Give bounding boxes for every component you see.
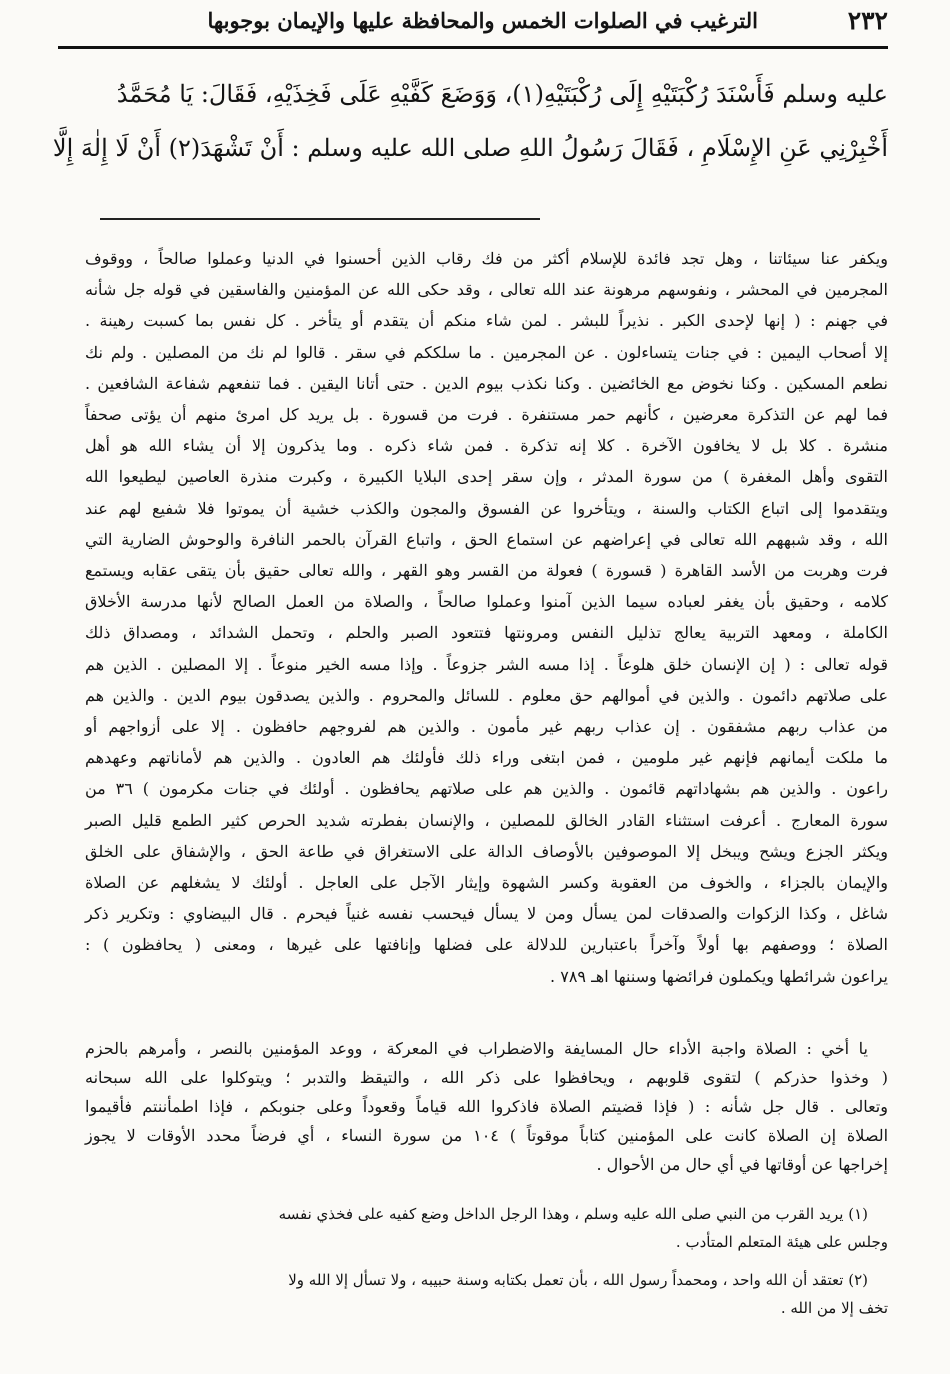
commentary-line: إلا أصحاب اليمين : في جنات يتساءلون . عن المجرمين . ما سلككم في سقر . قالوا لم نك من المصلين . ولم نك	[85, 342, 888, 362]
commentary-line: على صلاتهم دائمون . والذين في أموالهم حق معلوم . للسائل والمحروم . والذين يصدقون بيوم الدين . والذين هم	[85, 685, 888, 705]
commentary-line: ويكثر الجزع ويشح ويبخل إلا الموصوفين بالأوصاف الدالة على الاستغراق في طاعة الحق ، والإشفاق على الخلق	[85, 841, 888, 861]
commentary-line: ما ملكت أيمانهم فإنهم غير ملومين ، فمن ابتغى وراء ذلك فأولئك هم العادون . والذين هم لأماناتهم وعهدهم	[85, 748, 888, 768]
note-line: الصلاة إن الصلاة كانت على المؤمنين كتاباً موقوتاً ) ١٠٤ من سورة النساء ، أي فرضاً محدد الأوقات لا يجوز	[85, 1126, 889, 1145]
commentary-line: راعون . والذين هم بشهاداتهم قائمون . والذين هم على صلاتهم يحافظون . أولئك في جنات مكرمون ) ٣٦ من	[85, 779, 888, 799]
note-block	[85, 1034, 888, 1179]
footnote-1	[85, 1200, 888, 1256]
footnotes	[85, 1200, 888, 1332]
page-header	[58, 6, 888, 49]
hadith-line: أَخْبِرْنِي عَنِ الإِسْلَامِ ، فَقَالَ رَسُولُ اللهِ صلى الله عليه وسلم : أَنْ تَشْهَدَ(٢) أَنْ لَا إِلٰهَ إِلَّا	[52, 134, 888, 162]
commentary-line: فما لهم عن التذكرة معرضين ، كأنهم حمر مستنفرة . فرت من قسورة . بل يريد كل امرئ منهم أن يؤتى صحفاً	[85, 405, 888, 425]
commentary-block	[85, 243, 888, 992]
commentary-line: الكاملة ، ومعهد التربية يعالج تذليل النفس ومرونتها فتتعود الصبر والحلم ، وتحمل الشدائد ، ومصداق ذلك	[85, 623, 888, 643]
commentary-line: التقوى وأهل المغفرة ) من سورة المدثر ، وإن سقر إحدى البلايا الكبيرة ، وكبرت منذرة العاصين ليطيعوا الله	[85, 467, 888, 487]
commentary-line: والإيمان بالجزاء ، والخوف من العقوبة وكسر الشهوة وإيثار الآجل على العاجل . أولئك لا يشغلهم عن الصلاة	[85, 873, 888, 893]
note-line: وتعالى . قال جل شأنه : ( فإذا قضيتم الصلاة فاذكروا الله قياماً وقعوداً وعلى جنوبكم ، فإذا اطمأننتم فأقيموا	[85, 1097, 888, 1116]
commentary-line: ويكفر عنا سيئاتنا ، وهل تجد فائدة للإسلام أكثر من فك رقاب الذين أحسنوا في الدنيا وعملوا صالحاً ، ووقوف	[85, 249, 888, 268]
commentary-line: نطعم المسكين . وكنا نخوض مع الخائضين . وكنا نكذب بيوم الدين . حتى أتانا اليقين . فما تنفعهم شفاعة الشافعين .	[85, 373, 888, 393]
footnote-line: وجلس على هيئة المتعلم المتأدب .	[675, 1233, 888, 1251]
footnote-2	[85, 1266, 888, 1322]
note-line: ( وخذوا حذركم ) لتقوى قلوبهم ، ويحافظوا على ذكر الله ، والتيقظ والتدبر ؛ ويتوكلوا على الله سبحانه	[85, 1068, 888, 1087]
note-line: يا أخي : الصلاة واجبة الأداء حال المسايفة والاضطراب في المعركة ، ووعد المؤمنين بالنصر ، وأمرهم بالحزم	[85, 1039, 868, 1058]
footnote-line: تخف إلا من الله .	[780, 1299, 888, 1317]
commentary-line: الله ، وقد شبههم الله تعالى في إعراضهم عن استماع الحق ، واتباع القرآن بالحمر النافرة والوحوش الضارية التي	[85, 529, 888, 549]
footnote-line: (٢) تعتقد أن الله واحد ، ومحمداً رسول الله ، بأن تعمل بكتابه وسنة حبيبه ، ولا تسأل إلا الله ولا	[288, 1271, 868, 1289]
hadith-line: عليه وسلم فَأَسْنَدَ رُكْبَتَيْهِ إِلَى رُكْبَتَيْهِ(١)، وَوَضَعَ كَفَّيْهِ عَلَى فَخِذَيْهِ، فَقَالَ: يَا مُحَمَّدُ	[116, 80, 888, 108]
note-line: إخراجها عن أوقاتها في أي حال من الأحوال .	[596, 1155, 888, 1174]
separator-rule	[100, 218, 540, 220]
commentary-line: ويتقدموا إلى اتباع الكتاب والسنة ، ويتأخروا عن الفسوق والمجون والكذب خشية أن يموتوا فلا شفيع لهم عند	[85, 498, 888, 518]
commentary-line: سورة المعارج . أعرفت استثناء القادر الخالق للمصلين ، والإنسان بفطرته شديد الحرص كثير الطمع قليل الصبر	[85, 810, 888, 830]
footnote-line: (١) يريد القرب من النبي صلى الله عليه وسلم ، وهذا الرجل الداخل وضع كفيه على فخذي نفسه	[278, 1205, 868, 1223]
commentary-line: الصلاة ؛ ووصفهم بها أولاً وآخراً باعتبارين للدلالة على فضلها وإنافتها على غيرها ، ومعنى ( يحافظون ) :	[85, 935, 888, 955]
commentary-line: شاغل ، وكذا الزكوات والصدقات لمن يسأل ومن لا يسأل فيحسب نفسه غنياً فيحرم . قال البيضاوي : وتكرير ذكر	[85, 904, 888, 924]
commentary-line: قوله تعالى : ( إن الإنسان خلق هلوعاً . إذا مسه الشر جزوعاً . وإذا مسه الخير منوعاً . إلا المصلين . الذين هم	[85, 654, 888, 674]
commentary-line: المجرمين في المحشر ، ونفوسهم مرهونة عند الله تعالى ، وقد حكى الله عن المؤمنين والفاسقين في قوله جل شأنه	[85, 280, 888, 300]
running-title: الترغيب في الصلوات الخمس والمحافظة عليها والإيمان بوجوبها	[207, 8, 758, 33]
commentary-line: يراعون شرائطها ويكملون فرائضها وسننها اهـ ٧٨٩ .	[550, 966, 888, 986]
hadith-text	[52, 70, 888, 178]
commentary-line: في جهنم : ( إنها لإحدى الكبر . نذيراً للبشر . لمن شاء منكم أن يتقدم أو يتأخر . كل نفس بما كسبت رهينة .	[85, 311, 888, 331]
commentary-line: من عذاب ربهم مشفقون . إن عذاب ربهم غير مأمون . والذين هم لفروجهم حافظون . إلا على أزواجهم أو	[85, 717, 888, 737]
commentary-line: كلامه ، وحقيق بأن يغفر لعباده سيما الذين آمنوا وعملوا صالحاً ، والصلاة من العمل الصالح لأنها مدرسة الأخلاق	[85, 592, 888, 612]
page-number: ٢٣٢	[847, 6, 888, 35]
commentary-line: فرت وهربت من الأسد القاهرة ( قسورة ) فعولة من القسر وهو القهر ، والله تعالى حقيق بأن يتقى عقابه ويستمع	[85, 561, 888, 581]
commentary-line: منشرة . كلا بل لا يخافون الآخرة . كلا إنه تذكرة . فمن شاء ذكره . وما يذكرون إلا أن يشاء الله هو أهل	[85, 436, 888, 456]
